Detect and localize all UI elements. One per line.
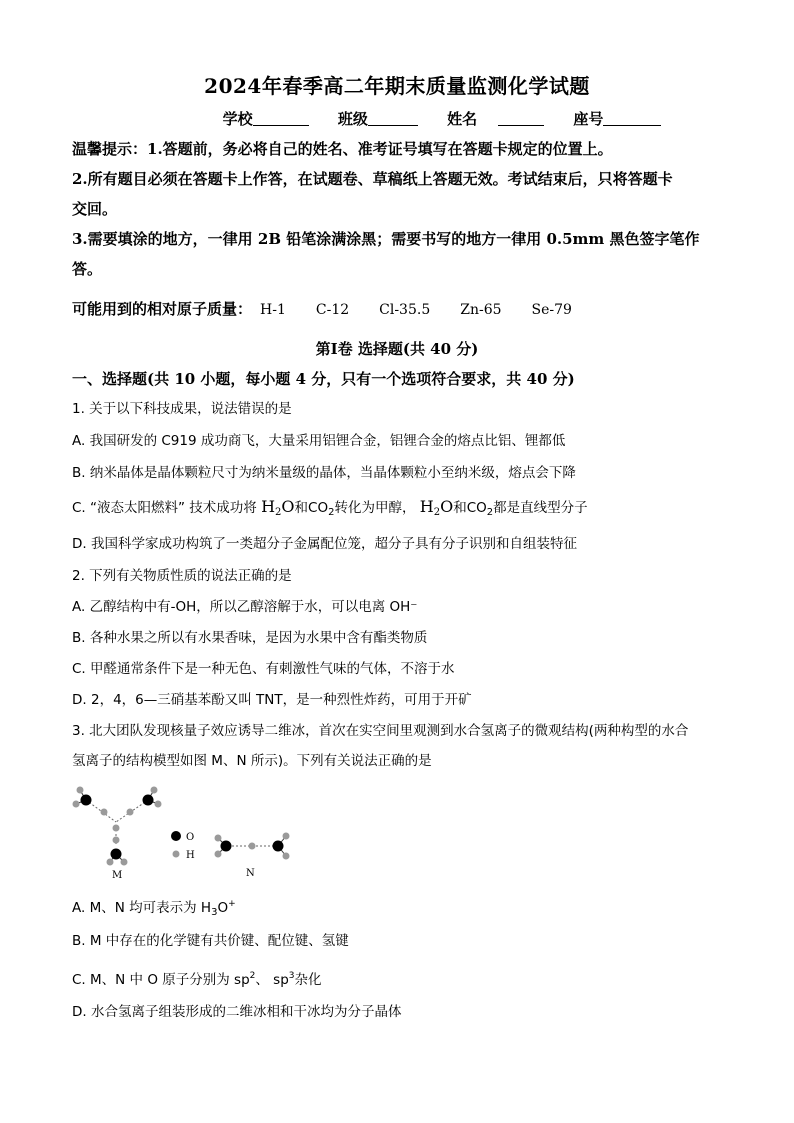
legend-oxygen-label: O [186,832,195,843]
q1-c-and-1: 和 [294,500,309,516]
formula-co2-2: $CO_2$ [466,500,494,518]
q1-c-text-1: C. “液态太阳燃料” 技术成功将 [72,500,257,516]
class-blank[interactable] [368,111,418,126]
seat-blank[interactable] [603,111,661,126]
tip-line-2b: 交回。 [72,200,118,218]
class-label: 班级 [337,110,368,128]
legend [171,831,195,861]
part-title: 一、选择题(共 10 小题，每小题 4 分，只有一个选项符合要求，共 40 分) [72,370,575,388]
atomic-mass-label: 可能用到的相对原子质量： [72,300,253,318]
q2-option-b: B. 各种水果之所以有水果香味，是因为水果中含有酯类物质 [72,630,428,646]
mass-h: H-1 [260,302,286,318]
hydronium-structure-figure [66,782,326,882]
q1-option-d: D. 我国科学家成功构筑了一类超分子金属配位笼，超分子具有分子识别和自组装特征 [72,536,577,552]
q1-option-a: A. 我国研发的 C919 成功商飞，大量采用铝锂合金，铝锂合金的熔点比铝、锂都低 [72,433,566,449]
tips-block [72,134,722,284]
school-blank[interactable] [253,111,309,126]
q2-stem: 2. 下列有关物质性质的说法正确的是 [72,568,292,584]
section-title: 第Ⅰ卷 选择题(共 40 分) [315,340,479,358]
q3-stem-line-2: 氢离子的结构模型如图 M、N 所示)。下列有关说法正确的是 [72,753,432,769]
tip-line-1: 温馨提示：1.答题前，务必将自己的姓名、准考证号填写在答题卡规定的位置上。 [72,140,613,158]
q1-c-and-2: 和 [453,500,467,516]
q3-stem-line-1: 3. 北大团队发现核量子效应诱导二维冰，首次在实空间里观测到水合氢离子的微观结构(两种构型的水合 [72,723,689,739]
structure-n [215,833,290,880]
label-n: N [246,868,255,879]
exam-title: 2024年春季高二年期末质量监测化学试题 [204,74,590,98]
student-info-line [0,108,794,129]
q2-option-a: A. 乙醇结构中有-OH，所以乙醇溶解于水，可以电离 OH⁻ [72,599,418,615]
q3-option-c: C. M、N 中 O 原子分别为 $sp^2$、 $sp^3$杂化 [72,971,322,988]
q3-option-d: D. 水合氢离子组装形成的二维冰相和干冰均为分子晶体 [72,1004,402,1020]
mass-cl: Cl-35.5 [379,302,431,318]
q1-option-c [72,498,732,522]
formula-h2o-2: $H_2O$ [419,497,454,518]
q3-option-a: A. M、N 均可表示为 $H_3O^+$ [72,899,236,918]
legend-hydrogen-marker [173,851,180,858]
school-label: 学校 [222,110,253,128]
tip-line-3a: 3.需要填涂的地方，一律用 2B 铅笔涂满涂黑；需要书写的地方一律用 0.5mm 黑色签字笔作 [72,230,700,248]
formula-co2-1: $CO_2$ [308,500,335,518]
mass-c: C-12 [315,302,350,318]
mass-se: Se-79 [531,302,572,318]
tip-line-3b: 答。 [72,260,103,278]
legend-hydrogen-label: H [186,850,195,861]
structure-m [73,787,162,882]
name-blank[interactable] [498,111,544,126]
mass-zn: Zn-65 [460,302,502,318]
legend-oxygen-marker [171,831,181,841]
q1-c-text-2: 转化为甲醇， [334,500,416,516]
q3-option-b: B. M 中存在的化学键有共价键、配位键、氢键 [72,933,349,949]
q2-option-d: D. 2，4，6—三硝基苯酚又叫 TNT，是一种烈性炸药，可用于开矿 [72,692,472,708]
name-label: 姓名 [447,110,478,128]
seat-label: 座号 [573,110,604,128]
formula-h2o-1: $H_2O$ [261,497,295,518]
q1-stem: 1. 关于以下科技成果，说法错误的是 [72,401,292,417]
atomic-mass-line [72,294,722,325]
q2-option-c: C. 甲醛通常条件下是一种无色、有刺激性气味的气体，不溶于水 [72,661,455,677]
label-m: M [112,870,123,881]
q1-c-text-3: 都是直线型分子 [493,500,588,516]
tip-line-2a: 2.所有题目必须在答题卡上作答，在试题卷、草稿纸上答题无效。考试结束后，只将答题卡 [72,170,673,188]
q1-option-b: B. 纳米晶体是晶体颗粒尺寸为纳米量级的晶体，当晶体颗粒小至纳米级，熔点会下降 [72,465,576,481]
